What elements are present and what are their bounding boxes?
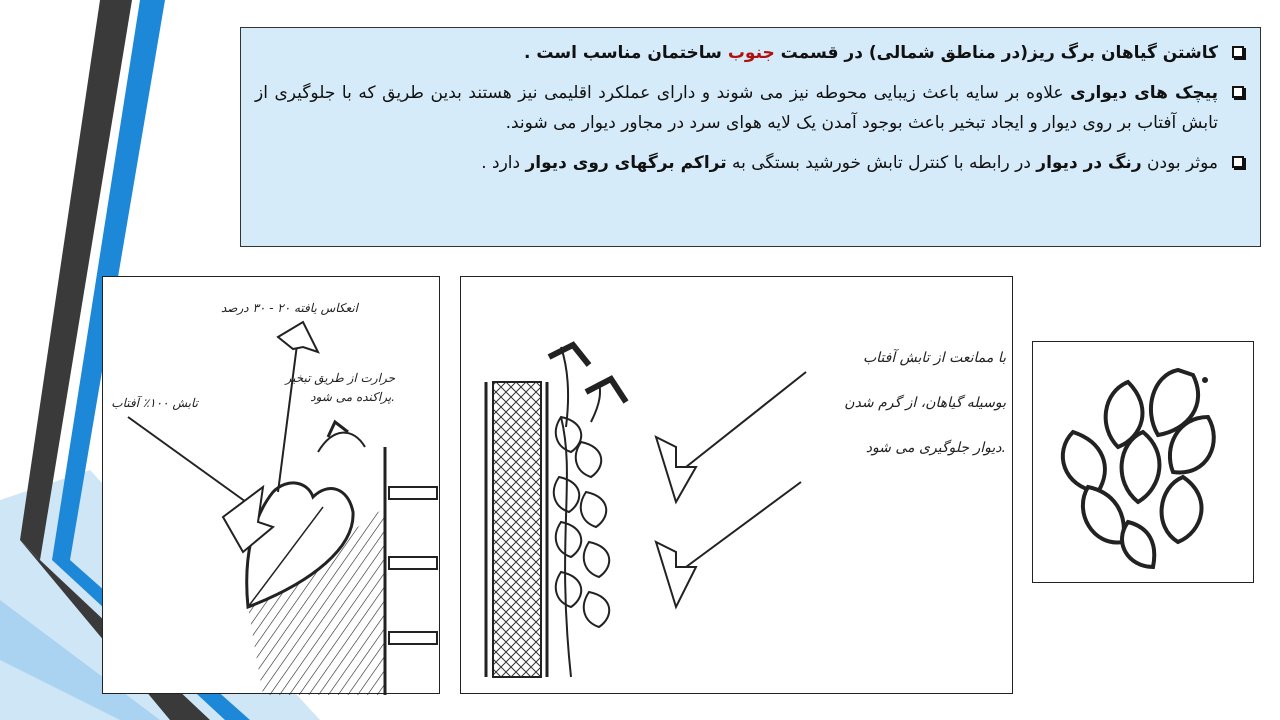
bullet-2-part-1: پیچک های دیواری <box>1070 83 1219 103</box>
diagram-wall-vine <box>460 276 1013 694</box>
bullet-2 <box>255 78 1246 138</box>
bullet-3-part-3: در رابطه با کنترل تابش خورشید بستگی به <box>726 153 1037 173</box>
bullet-1-part-3: ساختمان مناسب است . <box>524 43 728 63</box>
checkbox-bullet-icon <box>1232 156 1244 168</box>
bullet-1-highlight: جنوب <box>727 43 775 63</box>
label-reflection: انعکاس یافته ۲۰ - ۳۰ درصد <box>220 301 358 315</box>
label-sun: تابش ۱۰۰٪ آفتاب <box>111 396 198 410</box>
caption-line-1: با ممانعت از تابش آفتاب <box>862 350 1006 366</box>
bullet-3-part-1: موثر بودن <box>1141 153 1218 173</box>
bullet-3-part-5: دارد . <box>481 153 526 173</box>
checkbox-bullet-icon <box>1232 46 1244 58</box>
checkbox-bullet-icon <box>1232 86 1244 98</box>
caption-line-3: دیوار جلوگیری می شود. <box>865 440 1006 456</box>
label-heat-2: پراکنده می شود. <box>310 390 395 404</box>
bullet-1-part-1: کاشتن گیاهان برگ ریز(در مناطق شمالی) در قسمت <box>774 43 1218 63</box>
bullet-3 <box>255 148 1246 178</box>
bullet-3-part-2: رنگ در دیوار <box>1036 153 1142 173</box>
bullet-1 <box>255 38 1246 68</box>
label-heat-1: حرارت از طریق تبخیر <box>285 371 395 385</box>
bullet-3-part-4: تراکم برگهای روی دیوار <box>525 153 727 173</box>
diagram-leaf-reflection <box>102 276 440 694</box>
text-panel <box>240 27 1261 247</box>
bullet-2-part-2: علاوه بر سایه باعث زیبایی محوطه نیز می شوند و دارای عملکرد اقلیمی نیز هستند بدین طریق که با جلوگیری از تابش آفتاب بر روی دیوار و ایجاد تبخیر باعث بوجود آمدن یک لایه هوای سرد در مجاور دیوار می شوند. <box>255 83 1218 133</box>
diagram-leaf-cluster <box>1032 341 1254 583</box>
caption-line-2: بوسیله گیاهان، از گرم شدن <box>844 395 1006 411</box>
